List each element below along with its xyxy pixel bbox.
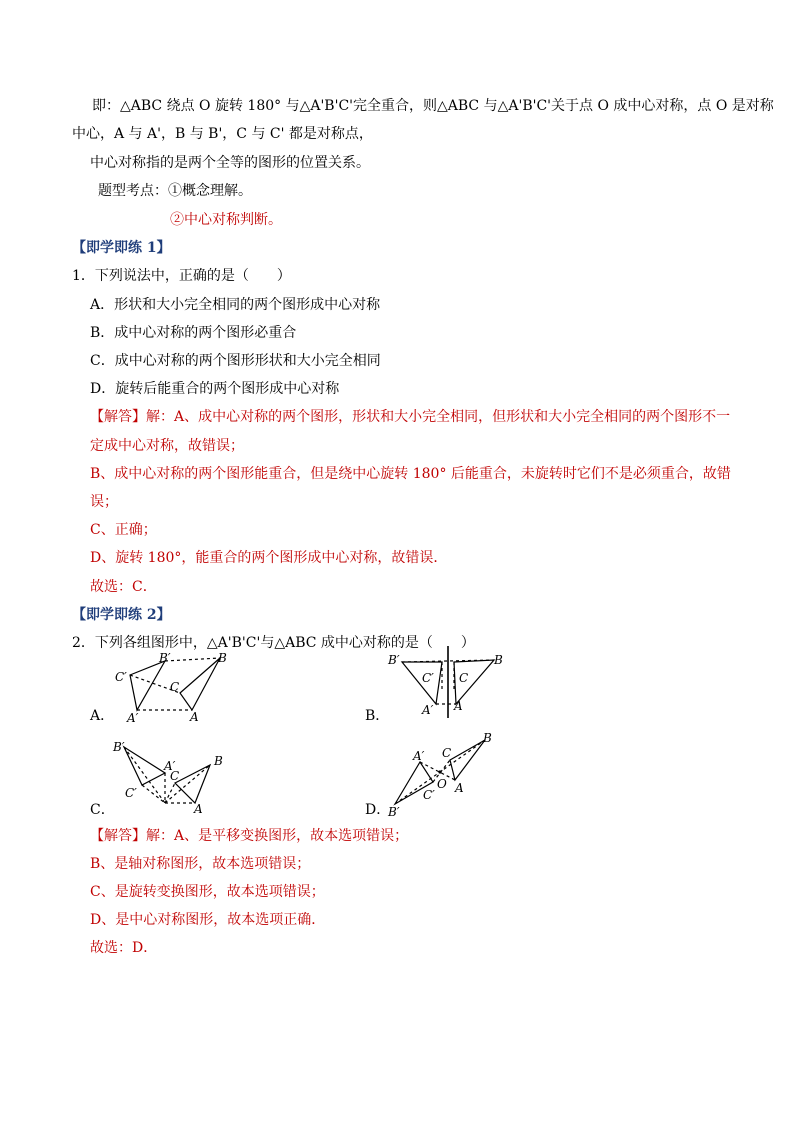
answer-2-line-1-text: 解：A、是平移变换图形，故本选项错误； (146, 828, 409, 844)
answer-1-line-3: B、成中心对称的两个图形能重合，但是绕中心旋转 180° 后能重合，未旋转时它们不是必须重合，故错 (90, 466, 731, 482)
label-c-a: C (170, 680, 180, 694)
label-b-prime-a: B′ (159, 651, 171, 665)
answer-2-line-1 (90, 826, 408, 846)
triangle-abc-d (450, 740, 485, 780)
triangle-abc-c (175, 765, 210, 803)
label-b-prime-b: B′ (388, 653, 400, 667)
answer-1-line-2: 定成中心对称，故错误； (90, 438, 244, 454)
key-point-2: ②中心对称判断。 (170, 212, 282, 228)
label-b-prime-d: B′ (388, 805, 400, 817)
question-1-option-c: C．成中心对称的两个图形形状和大小完全相同 (90, 353, 381, 369)
figure-option-c (110, 735, 240, 815)
label-b-c: B (214, 754, 223, 768)
label-c-prime-d: C′ (423, 788, 435, 802)
question-1-option-a: A．形状和大小完全相同的两个图形成中心对称 (90, 297, 381, 313)
answer-1-line-6: D、旋转 180°，能重合的两个图形成中心对称，故错误． (90, 550, 448, 566)
center-point-o (438, 770, 441, 773)
intro-line-1: 即：△ABC 绕点 O 旋转 180° 与△A'B'C'完全重合，则△ABC 与△A'B'C'关于点 O 成中心对称，点 O 是对称 (92, 98, 774, 114)
practice-1-heading: 【即学即练 1】 (72, 240, 171, 256)
label-c-c: C (170, 769, 180, 783)
label-c-prime-a: C′ (115, 670, 127, 684)
answer-1-tag: 【解答】 (90, 409, 146, 425)
label-c-prime-b: C′ (422, 671, 434, 685)
label-c-d: C (442, 746, 452, 760)
answer-1-line-1-text: 解：A、成中心对称的两个图形，形状和大小完全相同，但形状和大小完全相同的两个图形不一 (146, 409, 731, 425)
figure-option-b (384, 642, 514, 722)
key-point-1: ①概念理解。 (168, 183, 252, 199)
answer-2-line-2: B、是轴对称图形，故本选项错误； (90, 856, 311, 872)
answer-2-conclusion: 故选：D． (90, 940, 158, 956)
triangle-abc-prime-c (124, 747, 165, 785)
question-1-option-d: D．旋转后能重合的两个图形成中心对称 (90, 381, 340, 397)
label-a-prime-d: A′ (413, 749, 425, 763)
answer-2-line-3: C、是旋转变换图形，故本选项错误； (90, 884, 325, 900)
practice-2-heading: 【即学即练 2】 (72, 607, 171, 623)
figure-option-d (385, 732, 515, 817)
label-a-d: A (455, 781, 464, 795)
question-1-option-b: B．成中心对称的两个图形必重合 (90, 325, 297, 341)
figure-label-c: C． (90, 802, 115, 818)
label-o-d: O (437, 777, 447, 791)
label-a-b: A (454, 699, 463, 713)
answer-1-line-5: C、正确； (90, 522, 157, 538)
label-a-prime-c: A′ (164, 759, 176, 773)
intro-line-3: 中心对称指的是两个全等的图形的位置关系。 (90, 155, 370, 171)
answer-2-tag: 【解答】 (90, 828, 146, 844)
label-a-c: A (194, 802, 203, 815)
question-1: 1．下列说法中，正确的是（ ） (72, 268, 291, 284)
label-c-prime-c: C′ (125, 786, 137, 800)
label-a-a: A (190, 710, 199, 724)
figure-label-a: A． (90, 708, 115, 724)
question-2: 2．下列各组图形中，△A'B'C'与△ABC 成中心对称的是（ ） (72, 635, 475, 651)
intro-line-2: 中心，A 与 A'，B 与 B'，C 与 C' 都是对称点， (72, 126, 373, 142)
figure-label-d: D． (365, 802, 391, 818)
label-b-b: B (494, 653, 503, 667)
label-b-d: B (483, 732, 492, 745)
key-points (98, 181, 252, 201)
label-b-a: B (218, 651, 227, 665)
label-c-b: C (459, 671, 469, 685)
answer-1-line-1 (90, 407, 730, 427)
label-a-prime-b: A′ (422, 703, 434, 717)
answer-2-line-4: D、是中心对称图形，故本选项正确． (90, 912, 326, 928)
label-a-prime-a: A′ (127, 711, 139, 725)
key-points-label: 题型考点： (98, 183, 168, 199)
answer-1-conclusion: 故选：C． (90, 579, 157, 595)
figure-option-a (110, 648, 240, 728)
triangle-abc-a (180, 658, 220, 710)
label-b-prime-c: B′ (113, 740, 125, 754)
figure-label-b: B． (365, 708, 390, 724)
answer-1-line-4: 误； (90, 494, 118, 510)
